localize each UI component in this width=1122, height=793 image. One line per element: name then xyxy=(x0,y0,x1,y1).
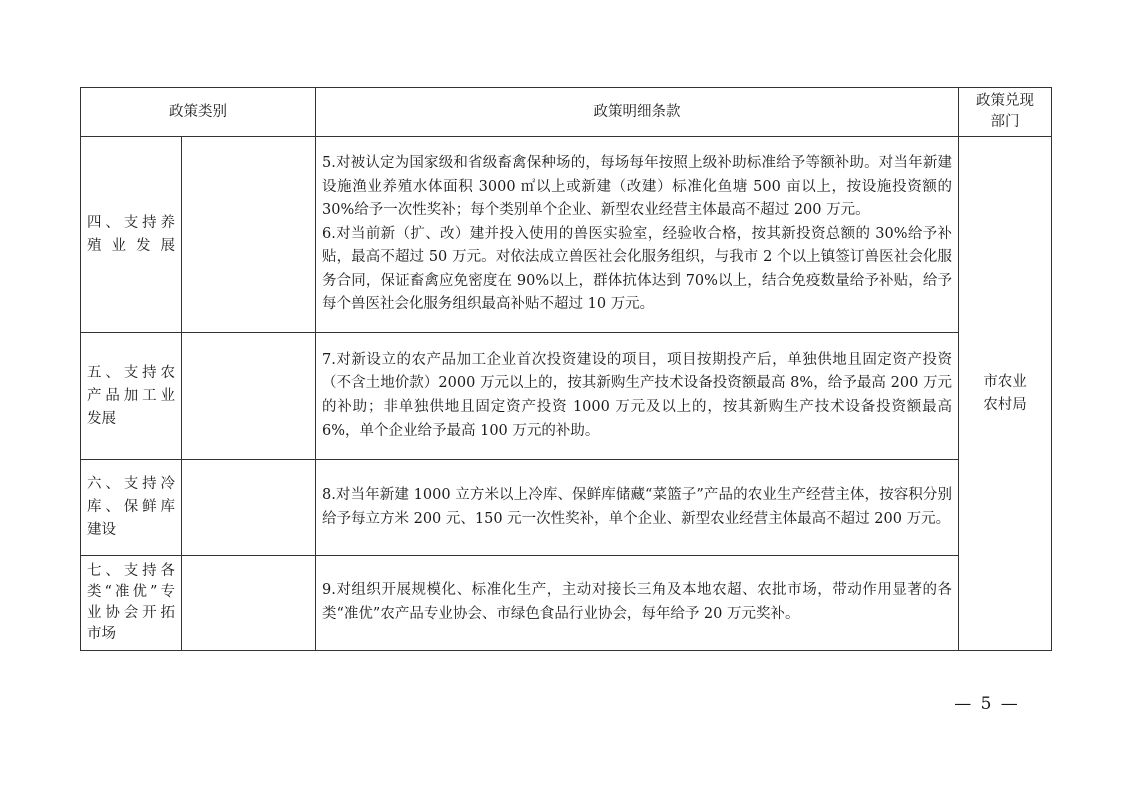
header-category: 政策类别 xyxy=(81,88,316,137)
category-line: 五、支持农 xyxy=(87,364,175,381)
department-line: 市农业 xyxy=(983,373,1027,390)
policy-table xyxy=(80,87,1052,651)
policy-clause: 6.对当前新（扩、改）建并投入使用的兽医实验室，经验收合格，按其新投资总额的 30%给予补贴，最高不超过 50 万元。对依法成立兽医社会化服务组织，与我市 2 个以上镇签订兽医社会化服务合同，保证畜禽应免密度在 90%以上，群体抗体达到 70%以上，结合免疫数量给予补贴，给予每个兽医社会化服务组织最高补贴不超过 10 万元。 xyxy=(322,225,952,313)
category-cell xyxy=(81,556,182,651)
category-line: 发展 xyxy=(87,410,116,427)
category-line: 类“准优”专 xyxy=(87,584,175,600)
subcategory-cell xyxy=(182,333,316,460)
table-row xyxy=(81,333,1052,460)
category-line: 库、保鲜库 xyxy=(87,499,175,515)
department-cell xyxy=(959,137,1052,651)
policy-clause: 8.对当年新建 1000 立方米以上冷库、保鲜库储藏“菜篮子”产品的农业生产经营主体，按容积分别给予每立方米 200 元、150 元一次性奖补，单个企业、新型农业经营主体最高不超过 200 万元。 xyxy=(322,486,952,527)
table-row xyxy=(81,556,1052,651)
category-line: 六、支持冷 xyxy=(87,476,175,492)
detail-cell xyxy=(316,333,959,460)
header-department-line-1: 政策兑现 xyxy=(976,93,1034,109)
detail-cell xyxy=(316,556,959,651)
category-line: 市场 xyxy=(87,626,116,642)
category-line: 产品加工业 xyxy=(87,387,175,404)
detail-cell xyxy=(316,137,959,333)
policy-clause: 5.对被认定为国家级和省级畜禽保种场的，每场每年按照上级补助标准给予等额补助。对当年新建设施渔业养殖水体面积 3000 ㎡以上或新建（改建）标准化鱼塘 500 亩以上，按设施投资额的 30%给予一次性奖补；每个类别单个企业、新型农业经营主体最高不超过 200 万元。 xyxy=(322,154,952,219)
subcategory-cell xyxy=(182,460,316,556)
policy-clause: 7.对新设立的农产品加工企业首次投资建设的项目，项目按期投产后，单独供地且固定资产投资（不含土地价款）2000 万元以上的，按其新购生产技术设备投资额最高 8%，给予最高 200 万元的补助；非单独供地且固定资产投资 1000 万元及以上的，按其新购生产技术设备投资额最高 6%，单个企业给予最高 100 万元的补助。 xyxy=(322,351,952,439)
policy-clause: 9.对组织开展规模化、标准化生产，主动对接长三角及本地农超、农批市场，带动作用显著的各类“准优”农产品专业协会、市绿色食品行业协会，每年给予 20 万元奖补。 xyxy=(322,582,952,622)
table-header-row xyxy=(81,88,1052,137)
category-line: 建设 xyxy=(87,522,116,538)
department-line: 农村局 xyxy=(983,396,1027,413)
header-department xyxy=(959,88,1052,137)
subcategory-cell xyxy=(182,556,316,651)
category-line: 业协会开拓 xyxy=(87,605,175,621)
detail-cell xyxy=(316,460,959,556)
page-number: — 5 — xyxy=(954,694,1020,714)
header-details: 政策明细条款 xyxy=(316,88,959,137)
category-line: 四、支持养 xyxy=(87,214,175,231)
category-cell xyxy=(81,333,182,460)
category-line: 殖业发展 xyxy=(87,237,175,254)
category-cell xyxy=(81,137,182,333)
category-cell xyxy=(81,460,182,556)
table-row xyxy=(81,460,1052,556)
table-row xyxy=(81,137,1052,333)
category-line: 七、支持各 xyxy=(87,563,175,579)
header-department-line-2: 部门 xyxy=(990,114,1020,130)
subcategory-cell xyxy=(182,137,316,333)
